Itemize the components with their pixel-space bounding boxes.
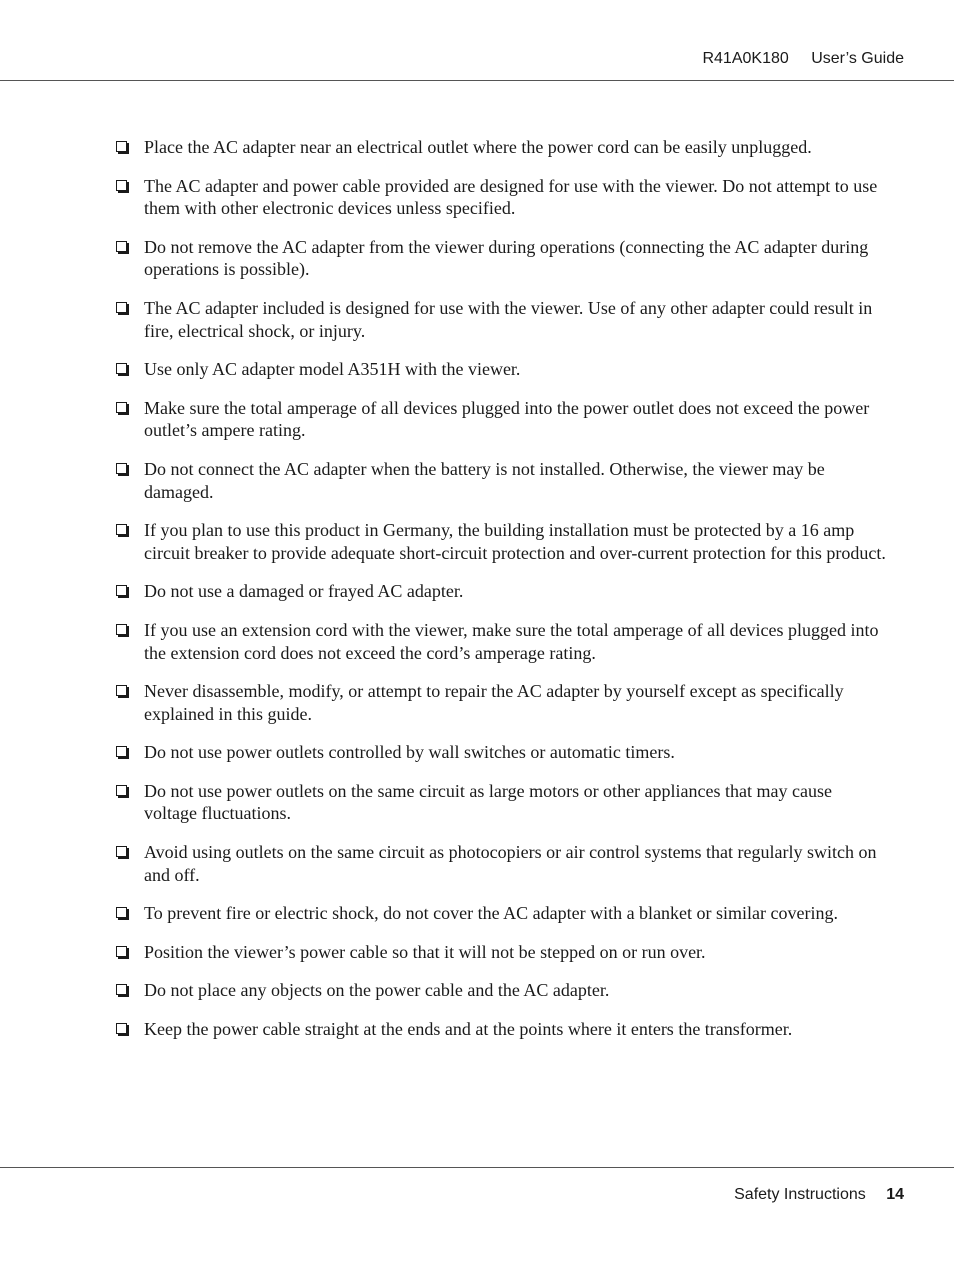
- list-item: [116, 619, 886, 664]
- checkbox-bullet-icon: [116, 141, 127, 152]
- list-item-text: Do not connect the AC adapter when the battery is not installed. Otherwise, the viewer may be damaged.: [144, 458, 825, 502]
- list-item: [116, 519, 886, 564]
- footer-divider: [0, 1167, 954, 1168]
- list-item-text: Avoid using outlets on the same circuit as photocopiers or air control systems that regularly switch on and off.: [144, 842, 877, 885]
- list-item-text: If you use an extension cord with the viewer, make sure the total amperage of all devices plugged into the extension cord does not exceed the cord’s amperage rating.: [144, 619, 879, 663]
- list-item: [116, 297, 886, 342]
- checkbox-bullet-icon: [116, 402, 127, 413]
- list-item-text: Use only AC adapter model A351H with the viewer.: [144, 359, 521, 380]
- checkbox-bullet-icon: [116, 585, 127, 596]
- list-item-text: Do not use power outlets on the same circuit as large motors or other appliances that may cause voltage fluctuations.: [144, 780, 832, 824]
- checkbox-bullet-icon: [116, 946, 127, 957]
- checkbox-bullet-icon: [116, 846, 127, 857]
- list-item: [116, 236, 886, 281]
- list-item: [116, 780, 886, 825]
- list-item: [116, 136, 886, 159]
- list-item-text: Do not use a damaged or frayed AC adapter.: [144, 581, 464, 602]
- list-item-text: Do not remove the AC adapter from the viewer during operations (connecting the AC adapter during operations is possible).: [144, 236, 869, 280]
- list-item: [116, 680, 886, 725]
- checkbox-bullet-icon: [116, 463, 127, 474]
- list-item-text: Do not place any objects on the power cable and the AC adapter.: [144, 980, 610, 1001]
- page-number: 14: [886, 1186, 904, 1203]
- list-item: [116, 902, 886, 925]
- list-item: [116, 1018, 886, 1041]
- list-item: [116, 941, 886, 964]
- list-item-text: Place the AC adapter near an electrical outlet where the power cord can be easily unplugged.: [144, 137, 812, 157]
- list-item-text: The AC adapter included is designed for use with the viewer. Use of any other adapter could result in fire, electrical shock, or injury.: [144, 297, 873, 341]
- checkbox-bullet-icon: [116, 180, 127, 191]
- list-item-text: Position the viewer’s power cable so that it will not be stepped on or run over.: [144, 941, 706, 962]
- list-item: [116, 841, 886, 886]
- checkbox-bullet-icon: [116, 907, 127, 918]
- list-item-text: Keep the power cable straight at the ends and at the points where it enters the transformer.: [144, 1019, 793, 1040]
- page-body: [116, 136, 886, 1057]
- section-title: Safety Instructions: [734, 1186, 866, 1203]
- checkbox-bullet-icon: [116, 302, 127, 313]
- checkbox-bullet-icon: [116, 624, 127, 635]
- checkbox-bullet-icon: [116, 984, 127, 995]
- checkbox-bullet-icon: [116, 363, 127, 374]
- checkbox-bullet-icon: [116, 241, 127, 252]
- header-divider: [0, 80, 954, 81]
- page-footer: [734, 1186, 904, 1204]
- checkbox-bullet-icon: [116, 746, 127, 757]
- list-item-text: Make sure the total amperage of all devices plugged into the power outlet does not exceed the power outlet’s ampere rating.: [144, 397, 870, 441]
- list-item-text: The AC adapter and power cable provided are designed for use with the viewer. Do not attempt to use them with other electronic devices unless specified.: [144, 175, 878, 219]
- checkbox-bullet-icon: [116, 524, 127, 535]
- list-item-text: To prevent fire or electric shock, do not cover the AC adapter with a blanket or similar covering.: [144, 903, 839, 924]
- safety-bullet-list: [116, 136, 886, 1041]
- list-item: [116, 175, 886, 220]
- document-title: User’s Guide: [811, 50, 904, 67]
- list-item: [116, 358, 886, 381]
- list-item: [116, 979, 886, 1002]
- list-item: [116, 458, 886, 503]
- list-item-text: If you plan to use this product in Germany, the building installation must be protected by a 16 amp circuit breaker to provide adequate short-circuit protection and over-current protection for this product.: [144, 520, 886, 563]
- checkbox-bullet-icon: [116, 1023, 127, 1034]
- list-item: [116, 397, 886, 442]
- list-item: [116, 741, 886, 764]
- page-header: [702, 50, 904, 68]
- list-item-text: Never disassemble, modify, or attempt to repair the AC adapter by yourself except as specifically explained in this guide.: [144, 681, 844, 724]
- document-id: R41A0K180: [702, 50, 789, 67]
- checkbox-bullet-icon: [116, 785, 127, 796]
- list-item-text: Do not use power outlets controlled by wall switches or automatic timers.: [144, 742, 675, 763]
- list-item: [116, 580, 886, 603]
- checkbox-bullet-icon: [116, 685, 127, 696]
